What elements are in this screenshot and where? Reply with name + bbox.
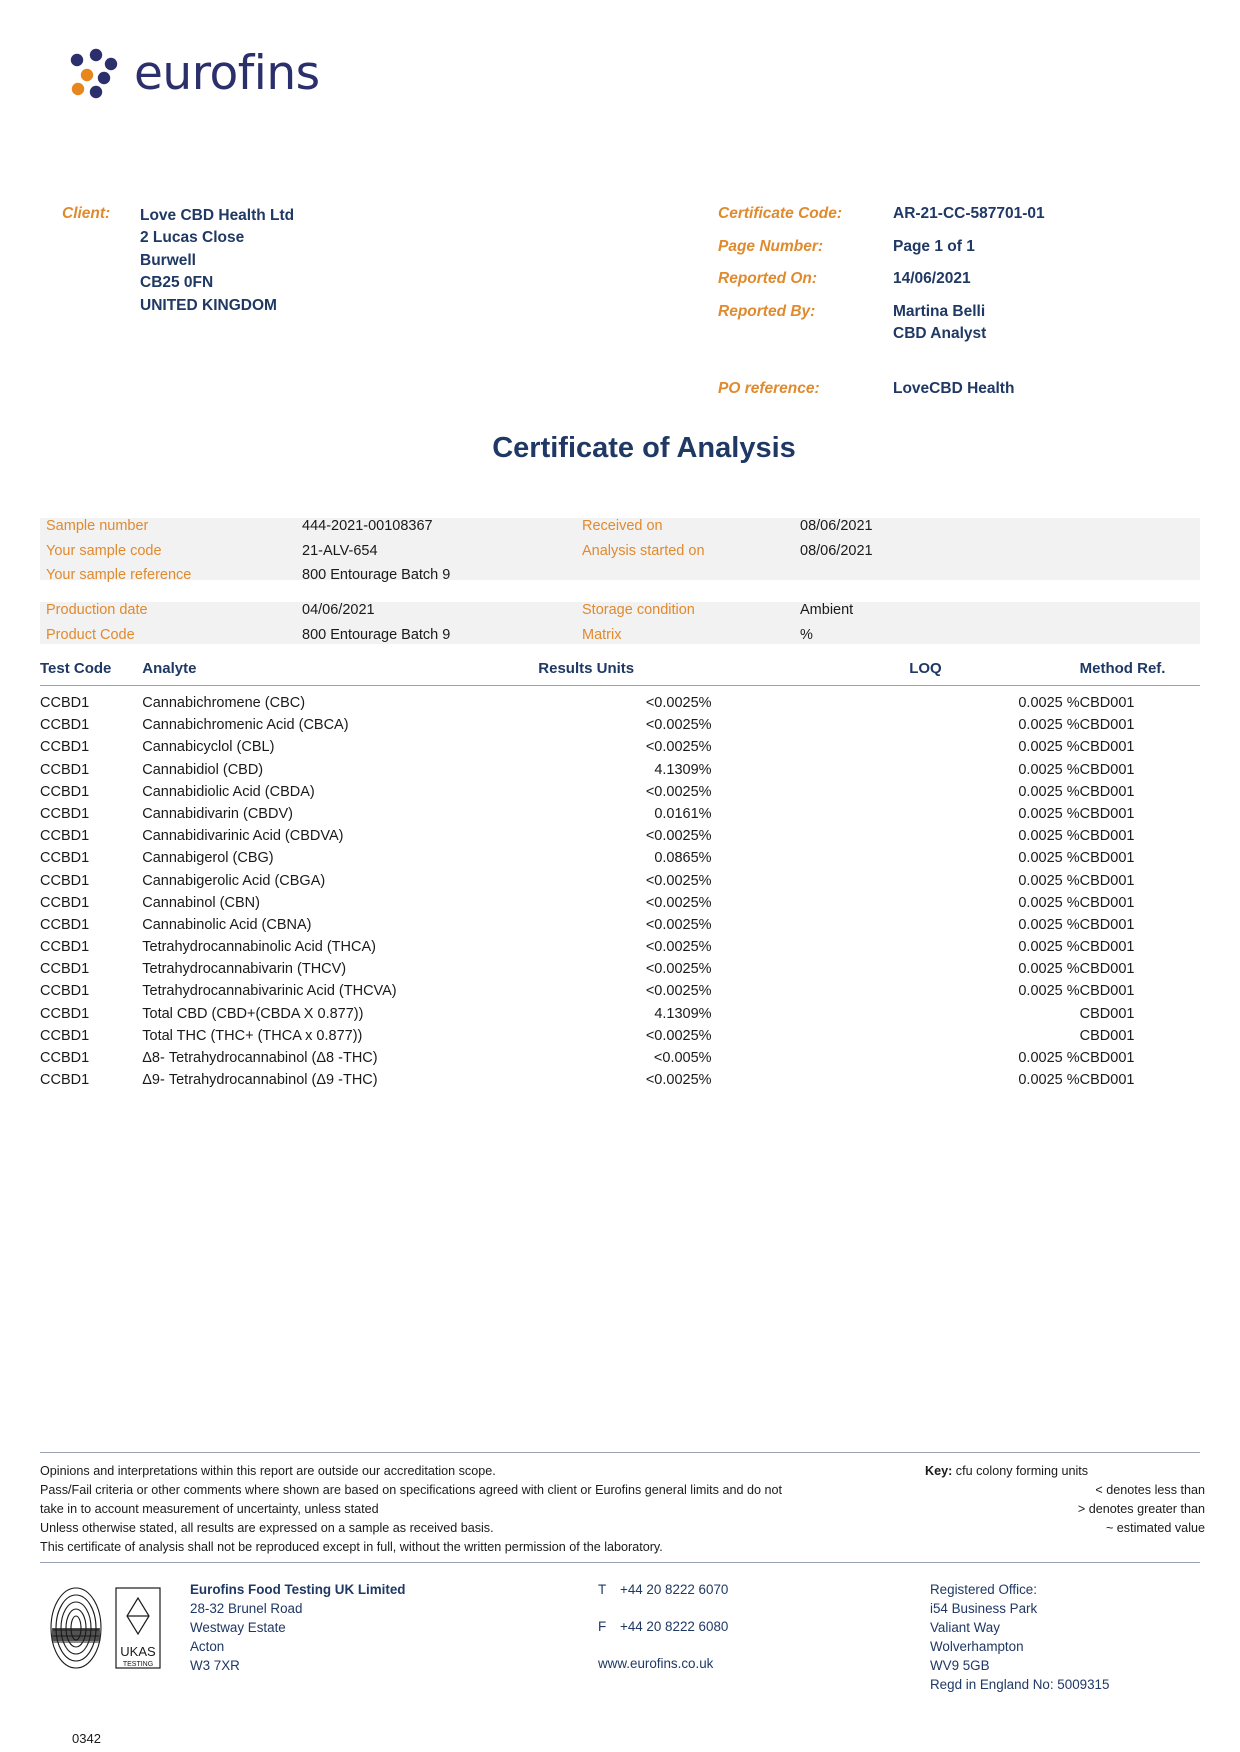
column-header-loq: LOQ bbox=[909, 656, 1079, 686]
cell-method: CBD001 bbox=[1079, 1050, 1135, 1066]
key-first-line bbox=[925, 1462, 1205, 1481]
cell-result: 0.0865 bbox=[654, 850, 699, 867]
cell-method: CBD001 bbox=[1079, 1072, 1135, 1089]
table-row bbox=[40, 1003, 1200, 1025]
cell-units: % bbox=[698, 1050, 712, 1066]
cell-result: <0.0025 bbox=[645, 939, 699, 956]
sample-reference-label: Your sample reference bbox=[46, 567, 192, 583]
cell-analyte: Cannabigerolic Acid (CBGA) bbox=[142, 872, 326, 889]
cell-result: 4.1309 bbox=[654, 761, 699, 778]
client-line: Burwell bbox=[140, 251, 196, 269]
meta-row-page-number bbox=[718, 238, 1045, 271]
cell-method: CBD001 bbox=[1079, 1005, 1135, 1022]
cell-loq: 0.0025 % bbox=[1018, 961, 1080, 978]
cell-test-code: CCBD1 bbox=[40, 1005, 90, 1022]
storage-condition-value: Ambient bbox=[800, 602, 854, 618]
cell-test-code: CCBD1 bbox=[40, 695, 90, 711]
cell-test-code: CCBD1 bbox=[40, 783, 90, 800]
company-address-line: W3 7XR bbox=[190, 1658, 240, 1674]
received-on-label: Received on bbox=[582, 518, 663, 534]
cell-method: CBD001 bbox=[1079, 850, 1135, 867]
cell-test-code: CCBD1 bbox=[40, 805, 90, 822]
cell-analyte: Cannabinolic Acid (CBNA) bbox=[142, 916, 312, 933]
cell-loq: 0.0025 % bbox=[1018, 939, 1080, 956]
fax-value: +44 20 8222 6080 bbox=[620, 1619, 729, 1635]
cell-test-code: CCBD1 bbox=[40, 872, 90, 889]
sample-info-row bbox=[40, 602, 1200, 627]
key-line: ~ estimated value bbox=[1105, 1520, 1205, 1535]
cell-test-code: CCBD1 bbox=[40, 916, 90, 933]
cell-method: CBD001 bbox=[1079, 695, 1135, 711]
cell-units: % bbox=[698, 961, 712, 978]
meta-row-reported-by bbox=[718, 303, 1045, 325]
cell-analyte: Cannabidiol (CBD) bbox=[142, 761, 264, 778]
cell-result: <0.0025 bbox=[645, 894, 699, 911]
cell-result: <0.0025 bbox=[645, 783, 699, 800]
meta-row-po-reference bbox=[718, 357, 1045, 413]
cell-result: <0.0025 bbox=[645, 872, 699, 889]
cell-method: CBD001 bbox=[1079, 783, 1135, 800]
po-reference-value: LoveCBD Health bbox=[893, 380, 1015, 397]
cell-analyte: Δ9- Tetrahydrocannabinol (Δ9 -THC) bbox=[142, 1072, 378, 1089]
cell-result: <0.0025 bbox=[645, 983, 699, 1000]
page-title bbox=[0, 432, 1240, 465]
po-reference-label: PO reference: bbox=[718, 380, 820, 397]
cell-method: CBD001 bbox=[1079, 939, 1135, 956]
sample-info-row bbox=[40, 567, 1200, 592]
sample-info-row bbox=[40, 627, 1200, 652]
cell-units: % bbox=[698, 739, 712, 756]
note-line: This certificate of analysis shall not be reproduced except in full, without the written permission of the laboratory. bbox=[40, 1539, 663, 1554]
meta-row-reported-on bbox=[718, 270, 1045, 303]
product-code-label: Product Code bbox=[46, 626, 135, 643]
meta-row-analyst-role bbox=[718, 325, 1045, 358]
cell-test-code: CCBD1 bbox=[40, 850, 90, 867]
eurofins-logo bbox=[66, 44, 320, 102]
registered-line: WV9 5GB bbox=[930, 1658, 990, 1674]
matrix-label: Matrix bbox=[582, 626, 622, 643]
website-link[interactable]: www.eurofins.co.uk bbox=[598, 1656, 714, 1672]
footer-company-block bbox=[190, 1580, 520, 1675]
registered-number: Regd in England No: 5009315 bbox=[930, 1677, 1110, 1693]
company-address-line: Westway Estate bbox=[190, 1620, 286, 1636]
cell-result: <0.0025 bbox=[645, 717, 699, 734]
cell-analyte: Total CBD (CBD+(CBDA X 0.877)) bbox=[142, 1005, 364, 1022]
telephone-key: T bbox=[598, 1582, 607, 1597]
cell-test-code: CCBD1 bbox=[40, 894, 90, 911]
table-row bbox=[40, 914, 1200, 936]
note-line: Unless otherwise stated, all results are expressed on a sample as received basis. bbox=[40, 1520, 494, 1535]
table-row bbox=[40, 781, 1200, 803]
cell-analyte: Cannabicyclol (CBL) bbox=[142, 739, 275, 756]
company-address-line: Acton bbox=[190, 1639, 225, 1655]
cell-units: % bbox=[698, 916, 712, 933]
cell-result: <0.0025 bbox=[645, 739, 699, 756]
cell-method: CBD001 bbox=[1079, 916, 1135, 933]
cell-analyte: Tetrahydrocannabinolic Acid (THCA) bbox=[142, 939, 376, 956]
cell-result: <0.0025 bbox=[645, 916, 699, 933]
table-row bbox=[40, 869, 1200, 891]
column-header-test-code: Test Code bbox=[40, 656, 142, 686]
client-address bbox=[140, 205, 294, 317]
cell-result: <0.0025 bbox=[645, 1027, 699, 1044]
cell-analyte: Cannabidiolic Acid (CBDA) bbox=[142, 783, 315, 800]
storage-condition-label: Storage condition bbox=[582, 602, 695, 618]
cell-analyte: Cannabichromenic Acid (CBCA) bbox=[142, 717, 349, 734]
footer-contact-block bbox=[598, 1580, 838, 1673]
cell-test-code: CCBD1 bbox=[40, 717, 90, 734]
eurofins-logo-icon bbox=[66, 44, 124, 102]
key-line: > denotes greater than bbox=[1077, 1501, 1205, 1516]
column-header-results-units: Results Units bbox=[538, 656, 909, 686]
company-name: Eurofins Food Testing UK Limited bbox=[190, 1582, 406, 1597]
cell-loq: 0.0025 % bbox=[1018, 717, 1080, 734]
ukas-number: 0342 bbox=[72, 1731, 101, 1746]
analysis-started-value: 08/06/2021 bbox=[800, 542, 873, 559]
table-header-row bbox=[40, 656, 1200, 686]
cell-analyte: Cannabigerol (CBG) bbox=[142, 850, 274, 867]
note-line: Opinions and interpretations within this report are outside our accreditation scope. bbox=[40, 1464, 496, 1478]
page-number-label: Page Number: bbox=[718, 237, 824, 255]
note-line: take in to account measurement of uncertainty, unless stated bbox=[40, 1501, 379, 1516]
table-row bbox=[40, 892, 1200, 914]
registered-line: Wolverhampton bbox=[930, 1639, 1024, 1655]
cell-loq: 0.0025 % bbox=[1018, 1072, 1080, 1089]
reported-by-value: Martina Belli bbox=[893, 302, 986, 320]
notes-block bbox=[40, 1462, 920, 1556]
sample-code-value: 21-ALV-654 bbox=[302, 542, 378, 559]
cell-analyte: Cannabinol (CBN) bbox=[142, 894, 260, 911]
cell-loq bbox=[909, 1003, 1079, 1025]
certificate-meta bbox=[718, 205, 1218, 413]
production-date-value: 04/06/2021 bbox=[302, 602, 375, 618]
table-row bbox=[40, 1025, 1200, 1047]
cell-loq: 0.0025 % bbox=[1018, 828, 1080, 845]
fax-key: F bbox=[598, 1619, 607, 1635]
table-row bbox=[40, 936, 1200, 958]
cell-units: % bbox=[698, 939, 712, 956]
cell-loq: 0.0025 % bbox=[1018, 916, 1080, 933]
cell-units: % bbox=[698, 872, 712, 889]
cell-units: % bbox=[698, 783, 712, 800]
cell-loq: 0.0025 % bbox=[1018, 739, 1080, 756]
key-title: Key: bbox=[925, 1464, 953, 1478]
cell-method: CBD001 bbox=[1079, 1027, 1135, 1044]
cell-method: CBD001 bbox=[1079, 894, 1135, 911]
page-number-value: Page 1 of 1 bbox=[893, 237, 975, 255]
cell-method: CBD001 bbox=[1079, 961, 1135, 978]
cell-units: % bbox=[698, 894, 712, 911]
table-row bbox=[40, 980, 1200, 1002]
cell-loq: 0.0025 % bbox=[1018, 872, 1080, 889]
cell-method: CBD001 bbox=[1079, 983, 1135, 1000]
cell-test-code: CCBD1 bbox=[40, 939, 90, 956]
client-label: Client: bbox=[62, 205, 111, 222]
meta-row-certificate-code bbox=[718, 205, 1045, 238]
cell-units: % bbox=[698, 828, 712, 845]
analysis-started-label: Analysis started on bbox=[582, 542, 705, 559]
cell-analyte: Tetrahydrocannabivarin (THCV) bbox=[142, 961, 347, 978]
cell-loq: 0.0025 % bbox=[1018, 783, 1080, 800]
sample-info-block-primary bbox=[40, 518, 1200, 583]
sample-info-row bbox=[40, 518, 1200, 543]
registered-line: Registered Office: bbox=[930, 1582, 1037, 1597]
sample-reference-value: 800 Entourage Batch 9 bbox=[302, 567, 451, 583]
sample-info-block-secondary bbox=[40, 602, 1200, 644]
cell-test-code: CCBD1 bbox=[40, 828, 90, 845]
cell-units: % bbox=[698, 1027, 712, 1044]
cell-result: <0.0025 bbox=[645, 1072, 699, 1089]
telephone-line bbox=[598, 1580, 838, 1599]
cell-units: % bbox=[698, 1005, 712, 1022]
cell-test-code: CCBD1 bbox=[40, 961, 90, 978]
results-table bbox=[40, 656, 1200, 1091]
company-address-line: 28-32 Brunel Road bbox=[190, 1601, 303, 1617]
cell-loq: 0.0025 % bbox=[1018, 850, 1080, 867]
cell-loq: 0.0025 % bbox=[1018, 761, 1080, 778]
cell-units: % bbox=[698, 850, 712, 867]
ukas-label: UKAS bbox=[120, 1644, 156, 1659]
cell-result: 4.1309 bbox=[654, 1005, 699, 1022]
cell-test-code: CCBD1 bbox=[40, 1027, 90, 1044]
cell-method: CBD001 bbox=[1079, 761, 1135, 778]
key-line: cfu colony forming units bbox=[955, 1464, 1089, 1478]
fax-line bbox=[598, 1617, 838, 1636]
certificate-code-value: AR-21-CC-587701-01 bbox=[893, 205, 1045, 222]
note-line: Pass/Fail criteria or other comments where shown are based on specifications agreed with client or Eurofins general limits and do not bbox=[40, 1482, 782, 1497]
product-code-value: 800 Entourage Batch 9 bbox=[302, 626, 451, 643]
footer-registered-block bbox=[930, 1580, 1230, 1694]
client-line: Love CBD Health Ltd bbox=[140, 207, 295, 224]
cell-loq: 0.0025 % bbox=[1018, 805, 1080, 822]
sample-info-row bbox=[40, 543, 1200, 568]
client-line: UNITED KINGDOM bbox=[140, 296, 277, 314]
brand-name: eurofins bbox=[134, 45, 320, 101]
cell-units: % bbox=[698, 983, 712, 1000]
telephone-value: +44 20 8222 6070 bbox=[620, 1582, 729, 1597]
cell-analyte: Δ8- Tetrahydrocannabinol (Δ8 -THC) bbox=[142, 1050, 378, 1066]
cell-loq: 0.0025 % bbox=[1018, 1050, 1080, 1066]
column-header-analyte: Analyte bbox=[142, 656, 538, 686]
cell-units: % bbox=[698, 1072, 712, 1089]
cell-test-code: CCBD1 bbox=[40, 761, 90, 778]
cell-result: <0.0025 bbox=[645, 828, 699, 845]
analyst-role-value: CBD Analyst bbox=[893, 324, 987, 342]
table-row bbox=[40, 1047, 1200, 1069]
cell-loq: 0.0025 % bbox=[1018, 894, 1080, 911]
certificate-code-label: Certificate Code: bbox=[718, 205, 843, 222]
page-title-text: Certificate of Analysis bbox=[492, 432, 796, 464]
table-row bbox=[40, 686, 1200, 715]
divider-footer-top bbox=[40, 1562, 1200, 1563]
cell-analyte: Total THC (THC+ (THCA x 0.877)) bbox=[142, 1027, 363, 1044]
client-line: CB25 0FN bbox=[140, 274, 214, 292]
table-row bbox=[40, 825, 1200, 847]
cell-test-code: CCBD1 bbox=[40, 1050, 90, 1066]
divider-notes-top bbox=[40, 1452, 1200, 1453]
reported-on-value: 14/06/2021 bbox=[893, 270, 971, 287]
accreditation-marks bbox=[48, 1578, 168, 1683]
cell-test-code: CCBD1 bbox=[40, 739, 90, 756]
table-row bbox=[40, 958, 1200, 980]
reported-on-label: Reported On: bbox=[718, 270, 818, 287]
cell-method: CBD001 bbox=[1079, 805, 1135, 822]
cell-method: CBD001 bbox=[1079, 872, 1135, 889]
sample-code-label: Your sample code bbox=[46, 542, 162, 559]
cell-analyte: Cannabidivarin (CBDV) bbox=[142, 805, 293, 822]
cell-loq: 0.0025 % bbox=[1018, 695, 1080, 711]
cell-test-code: CCBD1 bbox=[40, 983, 90, 1000]
table-row bbox=[40, 758, 1200, 780]
matrix-value: % bbox=[800, 626, 813, 643]
cell-units: % bbox=[698, 805, 712, 822]
client-block bbox=[62, 205, 582, 317]
cell-units: % bbox=[698, 717, 712, 734]
cell-method: CBD001 bbox=[1079, 739, 1135, 756]
cell-analyte: Cannabidivarinic Acid (CBDVA) bbox=[142, 828, 344, 845]
fingerprint-mark-icon bbox=[48, 1578, 168, 1678]
key-legend bbox=[925, 1462, 1205, 1538]
reported-by-label: Reported By: bbox=[718, 302, 816, 320]
cell-units: % bbox=[698, 695, 712, 711]
cell-analyte: Tetrahydrocannabivarinic Acid (THCVA) bbox=[142, 983, 397, 1000]
table-row bbox=[40, 714, 1200, 736]
cell-method: CBD001 bbox=[1079, 717, 1135, 734]
registered-line: i54 Business Park bbox=[930, 1601, 1038, 1617]
cell-result: <0.0025 bbox=[645, 961, 699, 978]
table-row bbox=[40, 736, 1200, 758]
key-line: < denotes less than bbox=[1095, 1482, 1205, 1497]
table-row bbox=[40, 803, 1200, 825]
results-table-body bbox=[40, 686, 1200, 1092]
cell-units: % bbox=[698, 761, 712, 778]
cell-result: 0.0161 bbox=[654, 805, 699, 822]
analyst-role-label bbox=[718, 325, 893, 358]
cell-loq: 0.0025 % bbox=[1018, 983, 1080, 1000]
production-date-label: Production date bbox=[46, 602, 148, 618]
column-header-method-ref: Method Ref. bbox=[1080, 656, 1200, 686]
client-line: 2 Lucas Close bbox=[140, 229, 245, 247]
cell-method: CBD001 bbox=[1079, 828, 1135, 845]
svg-text:TESTING: TESTING bbox=[122, 1661, 154, 1668]
cell-analyte: Cannabichromene (CBC) bbox=[142, 695, 306, 711]
received-on-value: 08/06/2021 bbox=[800, 518, 873, 534]
sample-number-value: 444-2021-00108367 bbox=[302, 518, 433, 534]
results-section bbox=[40, 656, 1200, 1091]
registered-line: Valiant Way bbox=[930, 1620, 1000, 1636]
table-row bbox=[40, 1069, 1200, 1091]
table-row bbox=[40, 847, 1200, 869]
sample-number-label: Sample number bbox=[46, 518, 149, 534]
cell-result: <0.005 bbox=[653, 1050, 699, 1066]
cell-test-code: CCBD1 bbox=[40, 1072, 90, 1089]
cell-result: <0.0025 bbox=[645, 695, 699, 711]
cell-loq bbox=[909, 1025, 1079, 1047]
